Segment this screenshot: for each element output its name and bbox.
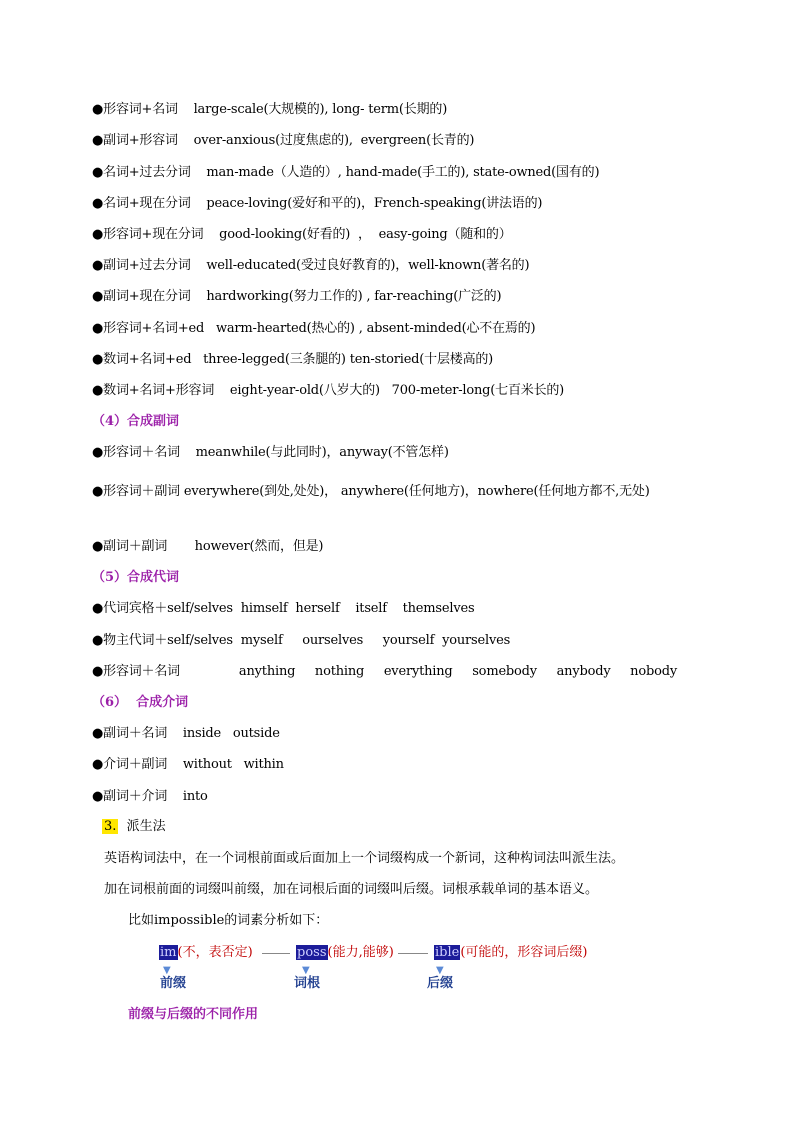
label-suffix: 后缀: [427, 976, 454, 991]
heading-compound-adverb: （4）合成副词: [92, 414, 180, 429]
list-item: ●形容词+现在分词 good-looking(好看的) ， easy-going（随和的）: [92, 227, 512, 242]
down-arrow-icon: ▼: [302, 965, 310, 976]
section-heading-derivation: [102, 818, 166, 836]
list-item: ●副词+过去分词 well-educated(受过良好教育的)，well-known(著名的): [92, 258, 530, 273]
list-item: ●副词+形容词 over-anxious(过度焦虑的), evergreen(长青的): [92, 133, 475, 148]
list-item: ●副词＋副词 however(然而，但是): [92, 539, 324, 554]
list-item: ●名词+现在分词 peace-loving(爱好和平的)，French-speaking(讲法语的): [92, 196, 543, 211]
paragraph: 英语构词法中，在一个词根前面或后面加上一个词缀构成一个新词，这种构词法叫派生法。: [104, 851, 625, 866]
subheading-prefix-suffix: 前缀与后缀的不同作用: [128, 1007, 259, 1022]
paragraph: 加在词根前面的词缀叫前缀，加在词根后面的词缀叫后缀。词根承载单词的基本语义。: [104, 882, 599, 897]
section-number: 3.: [104, 819, 117, 834]
morpheme-prefix: [159, 944, 253, 962]
list-item: ●介词＋副词 without within: [92, 757, 284, 772]
label-prefix: 前缀: [160, 976, 187, 991]
connector-line: [398, 953, 428, 954]
heading-compound-preposition: （6） 合成介词: [92, 695, 189, 710]
root-highlight: poss: [297, 945, 327, 960]
list-item: ●代词宾格＋self/selves himself herself itself themselves: [92, 601, 475, 616]
list-item: ●副词+现在分词 hardworking(努力工作的) , far-reaching(广泛的): [92, 289, 502, 304]
list-item: ●名词+过去分词 man-made（人造的）, hand-made(手工的), state-owned(国有的): [92, 165, 600, 180]
prefix-highlight: im: [160, 945, 177, 960]
list-item: ●形容词＋名词 meanwhile(与此同时)，anyway(不管怎样): [92, 445, 449, 460]
label-root: 词根: [294, 976, 321, 991]
list-item: ●形容词＋副词 everywhere(到处,处处)， anywhere(任何地方)，nowhere(任何地方都不,无处): [92, 484, 650, 499]
list-item: ●形容词+名词 large-scale(大规模的), long- term(长期的): [92, 102, 448, 117]
paragraph: 比如impossible的词素分析如下：: [128, 913, 329, 928]
suffix-gloss: (可能的，形容词后缀): [460, 945, 588, 960]
list-item: ●物主代词＋self/selves myself ourselves yourself yourselves: [92, 633, 511, 648]
list-item: ●形容词＋名词 anything nothing everything somebody anybody nobody: [92, 664, 677, 679]
morpheme-root: [296, 944, 394, 962]
down-arrow-icon: ▼: [436, 965, 444, 976]
root-gloss: (能力,能够): [327, 945, 394, 960]
list-item: ●副词＋名词 inside outside: [92, 726, 280, 741]
list-item: ●形容词+名词+ed warm-hearted(热心的) , absent-minded(心不在焉的): [92, 321, 536, 336]
down-arrow-icon: ▼: [163, 965, 171, 976]
heading-compound-pronoun: （5）合成代词: [92, 570, 180, 585]
morpheme-suffix: [434, 944, 588, 962]
list-item: ●副词＋介词 into: [92, 789, 208, 804]
list-item: ●数词+名词+ed three-legged(三条腿的) ten-storied(十层楼高的): [92, 352, 494, 367]
connector-line: [262, 953, 290, 954]
suffix-highlight: ible: [435, 945, 460, 960]
list-item: ●数词+名词+形容词 eight-year-old(八岁大的) 700-meter-long(七百米长的): [92, 383, 565, 398]
prefix-gloss: (不，表否定): [177, 945, 253, 960]
section-title: 派生法: [118, 819, 166, 834]
